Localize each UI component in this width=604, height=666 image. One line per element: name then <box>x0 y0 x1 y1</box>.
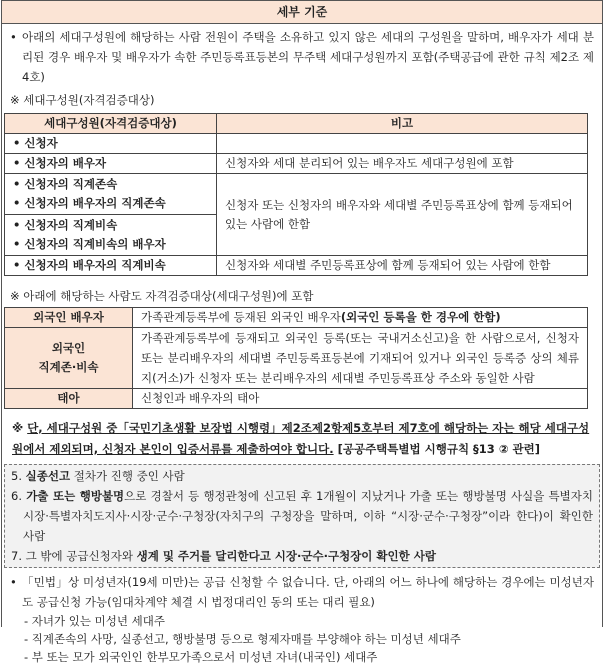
list-item: 5. 실종선고 절차가 진행 중인 사람 <box>11 469 185 483</box>
row-label: 태아 <box>5 389 133 409</box>
note-included: ※ 아래에 해당하는 사람도 자격검증대상(세대구성원)에 포함 <box>10 289 314 303</box>
table-row <box>5 134 588 154</box>
remark-cell: 신청자와 세대별 주민등록표상에 함께 등재되어 있는 사람에 한함 <box>217 256 588 276</box>
list-item: - 부 또는 모가 외국인인 한부모가족으로서 미성년 자녀(내국인) 세대주 <box>24 650 378 664</box>
row-text: 가족관계등록부에 등재된 외국인 배우자(외국인 등록을 한 경우에 한함) <box>133 308 588 328</box>
col-header-remark: 비고 <box>217 114 588 134</box>
table-row <box>5 154 588 174</box>
remark-cell <box>217 134 588 154</box>
remark-cell: 신청자 또는 신청자의 배우자와 세대별 주민등록표상에 함께 등재되어 있는 사람에 한함 <box>217 174 588 256</box>
intro-text: • 아래의 세대구성원에 해당하는 사람 전원이 주택을 소유하고 있지 않은 세대의 구성원을 말하며, 배우자가 세대 분리된 경우 배우자 및 배우자가 속한 주민등록표등본의 무주택 세대구성원까지 포함(주택공급에 관한 규칙 제2조 제4호) <box>10 27 594 87</box>
member-cell: • 신청자의 배우자의 직계비속 <box>5 256 217 276</box>
list-item: - 직계존속의 사망, 실종선고, 행방불명 등으로 형제자매를 부양해야 하는 미성년 세대주 <box>24 632 461 646</box>
member-cell: • 신청자의 배우자 <box>5 154 217 174</box>
note-household: ※ 세대구성원(자격검증대상) <box>10 93 155 107</box>
table-row <box>5 389 588 409</box>
row-label: 외국인 직계존·비속 <box>5 328 133 389</box>
col-header-members: 세대구성원(자격검증대상) <box>5 114 217 134</box>
table-row <box>5 328 588 389</box>
list-item: 7. 그 밖에 공급신청자와 생계 및 주거를 달리한다고 시장·군수·구청장이 확인한 사람 <box>11 549 436 563</box>
remark-cell: 신청자와 세대 분리되어 있는 배우자도 세대구성원에 포함 <box>217 154 588 174</box>
additional-members-table <box>4 307 588 409</box>
row-label: 외국인 배우자 <box>5 308 133 328</box>
table-row <box>5 174 588 215</box>
member-cell: • 신청자의 직계비속 • 신청자의 직계비속의 배우자 <box>5 215 217 256</box>
exclusion-items-box <box>4 464 600 568</box>
member-cell: • 신청자의 직계존속 • 신청자의 배우자의 직계존속 <box>5 174 217 215</box>
row-text: 신청인과 배우자의 태아 <box>133 389 588 409</box>
minor-text: • 「민법」상 미성년자(19세 미만)는 공급 신청할 수 없습니다. 단, 아래의 어느 하나에 해당하는 경우에는 미성년자도 공급신청 가능(임대차계약 체결 시 법정대리인 동의 또는 대리 필요) <box>10 572 594 612</box>
panel-title: 세부 기준 <box>2 1 602 24</box>
list-item: 6. 가출 또는 행방불명으로 경찰서 등 행정관청에 신고된 후 1개월이 지났거나 가출 또는 행방불명 사실을 특별자치시장·특별자치도지사·시장·군수·구청장(자치구의 구청장을 말하며, 이하 “시장·군수·구청장”이라 한다)이 확인한 사람 <box>11 489 593 543</box>
row-text: 가족관계등록부에 등재되고 외국인 등록(또는 국내거소신고)을 한 사람으로서, 신청자 또는 분리배우자의 세대별 주민등록표등본에 기재되어 있거나 외국인 등록증 상의 체류지(거소)가 신청자 또는 분리배우자의 세대별 주민등록표상 주소와 동일한 사람 <box>133 328 588 389</box>
exclusion-note: ※ 단, 세대구성원 중「국민기초생활 보장법 시행령」제2조제2항제5호부터 제7호에 해당하는 자는 해당 세대구성원에서 제외되며, 신청자 본인이 입증서류를 제출하여야 합니다. [공공주택특별법 시행규칙 §13 ② 관련] <box>12 421 590 456</box>
list-item: - 자녀가 있는 미성년 세대주 <box>24 614 165 628</box>
household-members-table <box>4 113 588 276</box>
criteria-panel <box>1 0 603 664</box>
table-row <box>5 308 588 328</box>
table-row <box>5 256 588 276</box>
member-cell: • 신청자 <box>5 134 217 154</box>
